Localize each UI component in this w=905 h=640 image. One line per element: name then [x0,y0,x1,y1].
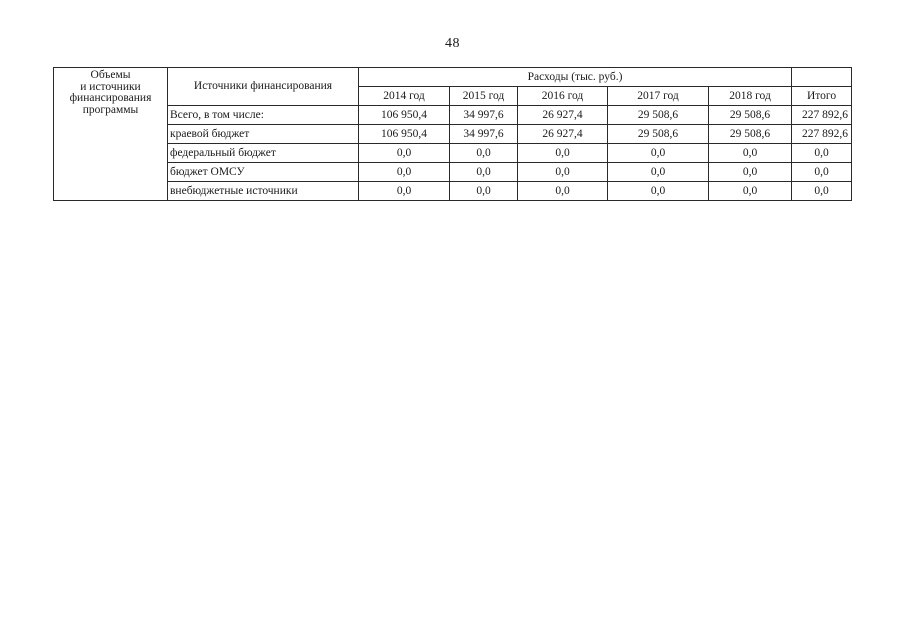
table-cell: 29 508,6 [608,125,709,144]
table-cell: 0,0 [359,144,450,163]
table-cell: 0,0 [450,163,518,182]
table-cell: 34 997,6 [450,125,518,144]
program-volumes-cell [54,68,168,201]
table-cell-total: 0,0 [792,163,852,182]
sources-header: Источники финансирования [168,68,359,106]
table-cell: 26 927,4 [518,106,608,125]
table-cell: 0,0 [608,163,709,182]
column-header: 2015 год [450,87,518,106]
table-cell: 0,0 [518,163,608,182]
header-row-1 [54,68,852,87]
table-cell: 0,0 [450,182,518,201]
table-cell: 0,0 [709,144,792,163]
table-cell: 0,0 [709,163,792,182]
table-cell: 0,0 [608,182,709,201]
table-row [54,125,852,144]
table-cell: 0,0 [359,163,450,182]
table-cell: 0,0 [450,144,518,163]
table-row [54,182,852,201]
page-number: 48 [445,36,460,51]
program-cell-line: финансирования [69,92,152,104]
row-label: бюджет ОМСУ [168,163,359,182]
column-header: 2018 год [709,87,792,106]
table-cell: 0,0 [359,182,450,201]
program-cell-line: программы [82,103,139,116]
row-label: внебюджетные источники [168,182,359,201]
table-cell-total: 0,0 [792,144,852,163]
column-header: 2017 год [608,87,709,106]
financing-table [53,67,852,201]
program-cell-line: Объемы [90,69,131,81]
table-cell: 26 927,4 [518,125,608,144]
row-label: Всего, в том числе: [168,106,359,125]
table-cell-total: 0,0 [792,182,852,201]
table-cell: 34 997,6 [450,106,518,125]
table-cell: 29 508,6 [709,125,792,144]
table-row [54,144,852,163]
table-cell: 0,0 [518,182,608,201]
table-cell: 0,0 [608,144,709,163]
table-cell-total: 227 892,6 [792,106,852,125]
row-label: краевой бюджет [168,125,359,144]
table-cell: 29 508,6 [608,106,709,125]
table-cell: 106 950,4 [359,106,450,125]
table-cell: 106 950,4 [359,125,450,144]
table-cell: 29 508,6 [709,106,792,125]
table-cell: 0,0 [709,182,792,201]
expenses-header: Расходы (тыс. руб.) [359,68,792,87]
row-label: федеральный бюджет [168,144,359,163]
column-header: 2014 год [359,87,450,106]
column-header: Итого [792,87,852,106]
table-cell-total: 227 892,6 [792,125,852,144]
program-cell-line: и источники [80,80,141,93]
table-cell: 0,0 [518,144,608,163]
table-row [54,106,852,125]
table-row [54,163,852,182]
blank-corner-cell [792,68,852,87]
column-header: 2016 год [518,87,608,106]
